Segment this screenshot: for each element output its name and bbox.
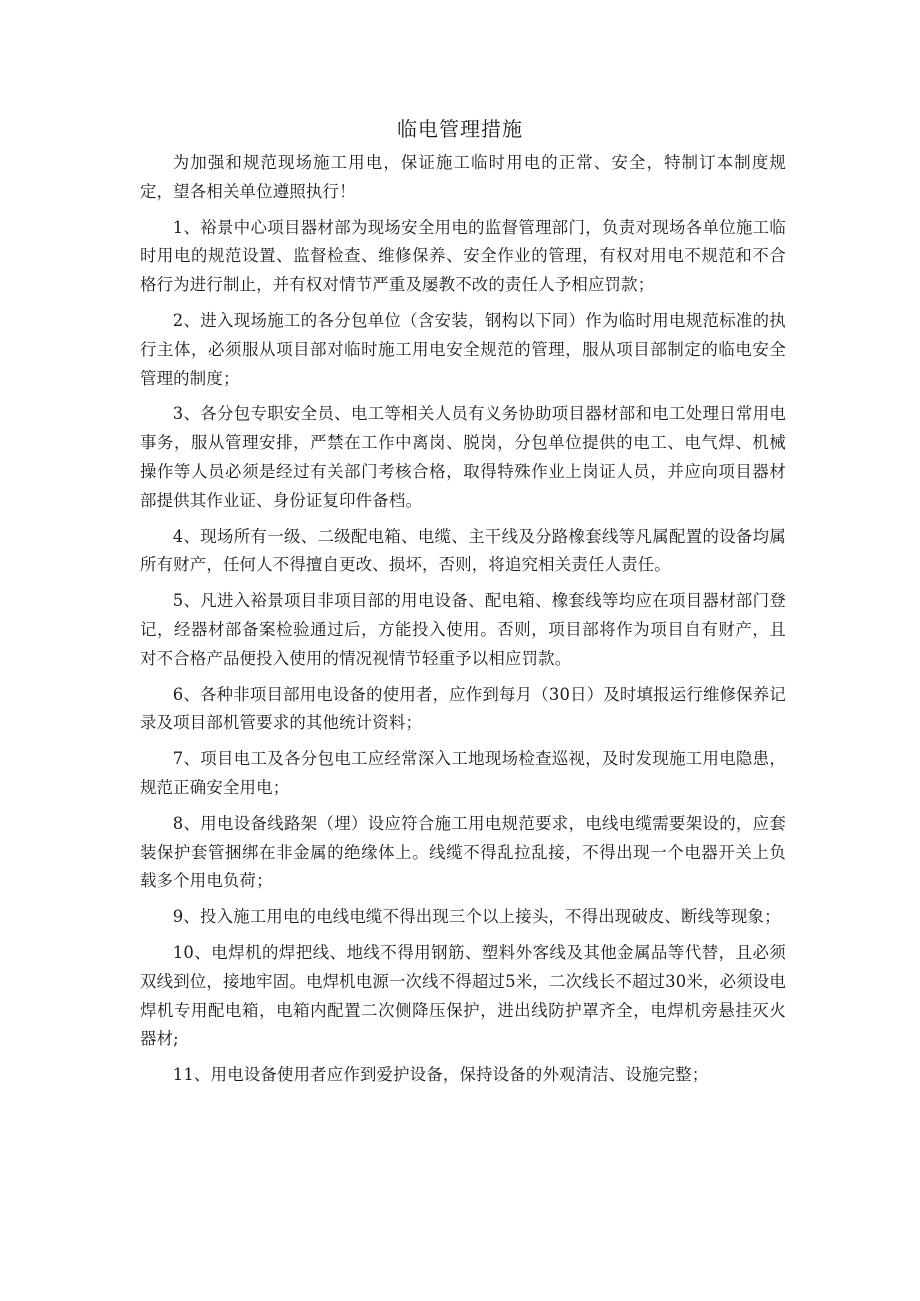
document-body [140,149,786,1097]
clause-6: 6、各种非项目部用电设备的使用者，应作到每月（30日）及时填报运行维修保养记录及项目部机管要求的其他统计资料； [140,684,786,733]
clause-4: 4、现场所有一级、二级配电箱、电缆、主干线及分路橡套线等凡属配置的设备均属所有财产，任何人不得擅自更改、损坏，否则，将追究相关责任人责任。 [140,526,786,575]
intro-paragraph: 为加强和规范现场施工用电，保证施工临时用电的正常、安全，特制订本制度规定，望各相关单位遵照执行！ [140,153,786,201]
clause-8: 8、用电设备线路架（埋）设应符合施工用电规范要求，电线电缆需要架设的，应套装保护套管捆绑在非金属的绝缘体上。线缆不得乱拉乱接，不得出现一个电器开关上负载多个用电负荷； [140,813,786,891]
clause-7: 7、项目电工及各分包电工应经常深入工地现场检查巡视，及时发现施工用电隐患，规范正确安全用电； [140,749,786,797]
page-title: 临电管理措施 [397,117,523,141]
clause-10: 10、电焊机的焊把线、地线不得用钢筋、塑料外客线及其他金属品等代替，且必须双线到位，接地牢固。电焊机电源一次线不得超过5米，二次线长不超过30米，必须设电焊机专用配电箱，电箱内配置二次侧降压保护，进出线防护罩齐全，电焊机旁悬挂灭火器材; [140,942,786,1049]
clause-11: 11、用电设备使用者应作到爱护设备，保持设备的外观清洁、设施完整； [172,1065,709,1085]
clause-5: 5、凡进入裕景项目非项目部的用电设备、配电箱、橡套线等均应在项目器材部门登记，经器材部备案检验通过后，方能投入使用。否则，项目部将作为项目自有财产，且对不合格产品便投入使用的情况视情节轻重予以相应罚款。 [140,591,786,668]
clause-3: 3、各分包专职安全员、电工等相关人员有义务协助项目器材部和电工处理日常用电事务，服从管理安排，严禁在工作中离岗、脱岗，分包单位提供的电工、电气焊、机械操作等人员必须是经过有关部门考核合格，取得特殊作业上岗证人员，并应向项目器材部提供其作业证、身份证复印件备档。 [140,404,786,510]
clause-1: 1、裕景中心项目器材部为现场安全用电的监督管理部门，负责对现场各单位施工临时用电的规范设置、监督检查、维修保养、安全作业的管理，有权对用电不规范和不合格行为进行制止，并有权对情节严重及屡教不改的责任人予相应罚款； [140,217,786,295]
clause-9: 9、投入施工用电的电线电缆不得出现三个以上接头，不得出现破皮、断线等现象； [172,907,781,927]
clause-2: 2、进入现场施工的各分包单位（含安装，钢构以下同）作为临时用电规范标准的执行主体，必须服从项目部对临时施工用电安全规范的管理，服从项目部制定的临电安全管理的制度； [140,310,786,388]
